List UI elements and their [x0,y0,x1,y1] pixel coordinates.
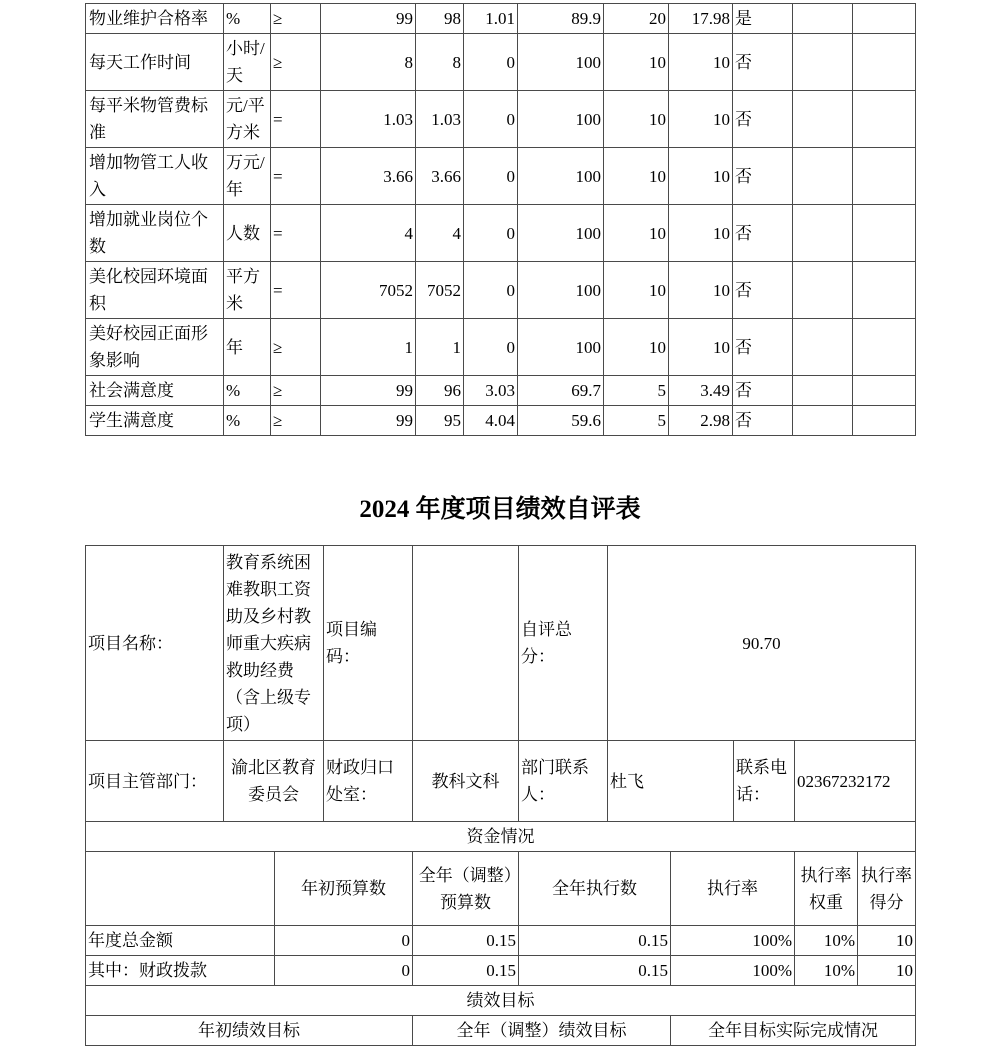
indicator-adjust-flag: 否 [733,91,793,148]
indicator-unit: % [224,406,271,436]
indicator-deviation: 0 [464,205,518,262]
indicator-weight: 10 [604,319,669,376]
indicator-deviation: 1.01 [464,4,518,34]
indicator-deviation: 0 [464,262,518,319]
indicator-score-rate: 100 [518,262,604,319]
indicator-score-rate: 89.9 [518,4,604,34]
indicator-name: 每天工作时间 [86,34,224,91]
indicator-row [86,148,916,205]
indicator-weight: 10 [604,34,669,91]
indicator-adjust-flag: 否 [733,34,793,91]
indicator-row [86,91,916,148]
indicator-deviation: 0 [464,91,518,148]
funds-executed-value: 0.15 [519,926,671,956]
goals-header-adjusted: 全年（调整）绩效目标 [413,1016,671,1046]
funds-data-row [86,926,916,956]
indicator-adjust-flag: 是 [733,4,793,34]
indicator-name: 社会满意度 [86,376,224,406]
funds-score-value: 10 [858,926,916,956]
indicator-name: 每平米物管费标准 [86,91,224,148]
indicator-weight: 5 [604,406,669,436]
empty-cell [853,4,916,34]
indicator-row [86,262,916,319]
empty-cell [853,319,916,376]
indicator-score: 10 [669,91,733,148]
funds-executed-value: 0.15 [519,956,671,986]
indicator-deviation: 0 [464,34,518,91]
indicator-actual: 3.66 [416,148,464,205]
indicator-row [86,205,916,262]
empty-cell [793,406,853,436]
indicator-actual: 7052 [416,262,464,319]
indicator-name: 学生满意度 [86,406,224,436]
indicator-name: 增加就业岗位个数 [86,205,224,262]
indicator-actual: 4 [416,205,464,262]
finance-office-label: 财政归口处室： [324,741,413,822]
indicator-name: 增加物管工人收入 [86,148,224,205]
funds-header-executed: 全年执行数 [519,852,671,926]
funds-row-label: 年度总金额 [86,926,275,956]
indicator-name: 美化校园环境面积 [86,262,224,319]
funds-initial-value: 0 [275,926,413,956]
funds-data-row [86,956,916,986]
indicator-target: 1 [321,319,416,376]
indicator-adjust-flag: 否 [733,406,793,436]
contact-label: 部门联系人： [519,741,608,822]
indicator-actual: 95 [416,406,464,436]
indicator-op: ≥ [271,319,321,376]
indicator-weight: 10 [604,262,669,319]
indicator-deviation: 0 [464,319,518,376]
empty-cell [853,406,916,436]
indicator-score: 10 [669,148,733,205]
empty-cell [793,376,853,406]
self-evaluation-table [85,545,916,1046]
indicator-score: 3.49 [669,376,733,406]
indicator-adjust-flag: 否 [733,262,793,319]
goals-header-row [86,1016,916,1046]
empty-cell [853,262,916,319]
empty-cell [853,376,916,406]
indicator-actual: 8 [416,34,464,91]
indicator-row [86,376,916,406]
phone-label: 联系电话： [734,741,795,822]
funds-rate-value: 100% [671,956,795,986]
indicator-target: 99 [321,406,416,436]
page-title: 2024 年度项目绩效自评表 [359,496,641,523]
indicator-weight: 10 [604,205,669,262]
indicator-score: 2.98 [669,406,733,436]
project-code-value [413,546,519,741]
indicator-unit: % [224,4,271,34]
indicator-score-rate: 59.6 [518,406,604,436]
funds-header-adjusted-budget: 全年（调整）预算数 [413,852,519,926]
empty-cell [793,148,853,205]
indicator-row [86,319,916,376]
document-page [85,0,915,1046]
indicator-actual: 96 [416,376,464,406]
goals-header-initial: 年初绩效目标 [86,1016,413,1046]
indicator-weight: 10 [604,91,669,148]
dept-label: 项目主管部门： [86,741,224,822]
project-name-row [86,546,916,741]
empty-cell [793,205,853,262]
indicator-score: 10 [669,262,733,319]
indicator-unit: 平方米 [224,262,271,319]
indicator-score: 17.98 [669,4,733,34]
finance-office-value: 教科文科 [413,741,519,822]
funds-row-label: 其中：财政拨款 [86,956,275,986]
phone-value: 02367232172 [795,741,916,822]
indicator-row [86,34,916,91]
indicator-score-rate: 100 [518,34,604,91]
empty-cell [793,262,853,319]
indicator-actual: 1.03 [416,91,464,148]
indicator-deviation: 3.03 [464,376,518,406]
goals-header-actual: 全年目标实际完成情况 [671,1016,916,1046]
indicator-unit: 人数 [224,205,271,262]
indicator-weight: 5 [604,376,669,406]
indicator-op: ≥ [271,376,321,406]
indicator-score: 10 [669,205,733,262]
empty-cell [853,34,916,91]
indicator-target: 99 [321,4,416,34]
indicator-score-rate: 100 [518,205,604,262]
indicator-score-rate: 69.7 [518,376,604,406]
indicator-weight: 20 [604,4,669,34]
funds-weight-value: 10% [795,956,858,986]
indicator-op: = [271,148,321,205]
project-dept-row [86,741,916,822]
indicator-unit: 元/平方米 [224,91,271,148]
funds-header-rate-weight: 执行率权重 [795,852,858,926]
indicator-adjust-flag: 否 [733,148,793,205]
indicator-target: 8 [321,34,416,91]
empty-cell [793,34,853,91]
funds-score-value: 10 [858,956,916,986]
funds-section-row [86,822,916,852]
indicator-score-rate: 100 [518,148,604,205]
project-code-label: 项目编码： [324,546,413,741]
indicator-name: 物业维护合格率 [86,4,224,34]
indicator-op: = [271,262,321,319]
goals-section-title: 绩效目标 [86,986,916,1016]
indicator-deviation: 4.04 [464,406,518,436]
funds-header-row [86,852,916,926]
indicator-op: ≥ [271,406,321,436]
indicator-unit: 万元/年 [224,148,271,205]
indicator-op: ≥ [271,34,321,91]
indicator-op: = [271,91,321,148]
indicator-target: 1.03 [321,91,416,148]
indicator-score-table [85,3,916,436]
indicator-target: 4 [321,205,416,262]
funds-header-rate-score: 执行率得分 [858,852,916,926]
funds-header-empty [86,852,275,926]
funds-section-title: 资金情况 [86,822,916,852]
self-score-label: 自评总分： [519,546,608,741]
indicator-name: 美好校园正面形象影响 [86,319,224,376]
indicator-score: 10 [669,34,733,91]
indicator-score: 10 [669,319,733,376]
funds-header-exec-rate: 执行率 [671,852,795,926]
indicator-deviation: 0 [464,148,518,205]
self-score-value: 90.70 [608,546,916,741]
contact-value: 杜飞 [608,741,734,822]
indicator-target: 3.66 [321,148,416,205]
indicator-score-rate: 100 [518,91,604,148]
funds-weight-value: 10% [795,926,858,956]
project-name-label: 项目名称： [86,546,224,741]
indicator-unit: 小时/天 [224,34,271,91]
empty-cell [793,319,853,376]
indicator-target: 99 [321,376,416,406]
indicator-row [86,4,916,34]
dept-value: 渝北区教育委员会 [224,741,324,822]
indicator-unit: % [224,376,271,406]
funds-adjusted-value: 0.15 [413,926,519,956]
empty-cell [853,148,916,205]
empty-cell [793,91,853,148]
funds-rate-value: 100% [671,926,795,956]
funds-initial-value: 0 [275,956,413,986]
indicator-op: = [271,205,321,262]
indicator-target: 7052 [321,262,416,319]
indicator-weight: 10 [604,148,669,205]
funds-adjusted-value: 0.15 [413,956,519,986]
indicator-op: ≥ [271,4,321,34]
empty-cell [853,205,916,262]
project-name-value: 教育系统困难教职工资助及乡村教师重大疾病救助经费（含上级专项） [224,546,324,741]
indicator-unit: 年 [224,319,271,376]
indicator-adjust-flag: 否 [733,376,793,406]
indicator-actual: 1 [416,319,464,376]
indicator-adjust-flag: 否 [733,319,793,376]
empty-cell [793,4,853,34]
empty-cell [853,91,916,148]
goals-section-row [86,986,916,1016]
indicator-score-rate: 100 [518,319,604,376]
indicator-adjust-flag: 否 [733,205,793,262]
funds-header-initial-budget: 年初预算数 [275,852,413,926]
indicator-row [86,406,916,436]
indicator-actual: 98 [416,4,464,34]
